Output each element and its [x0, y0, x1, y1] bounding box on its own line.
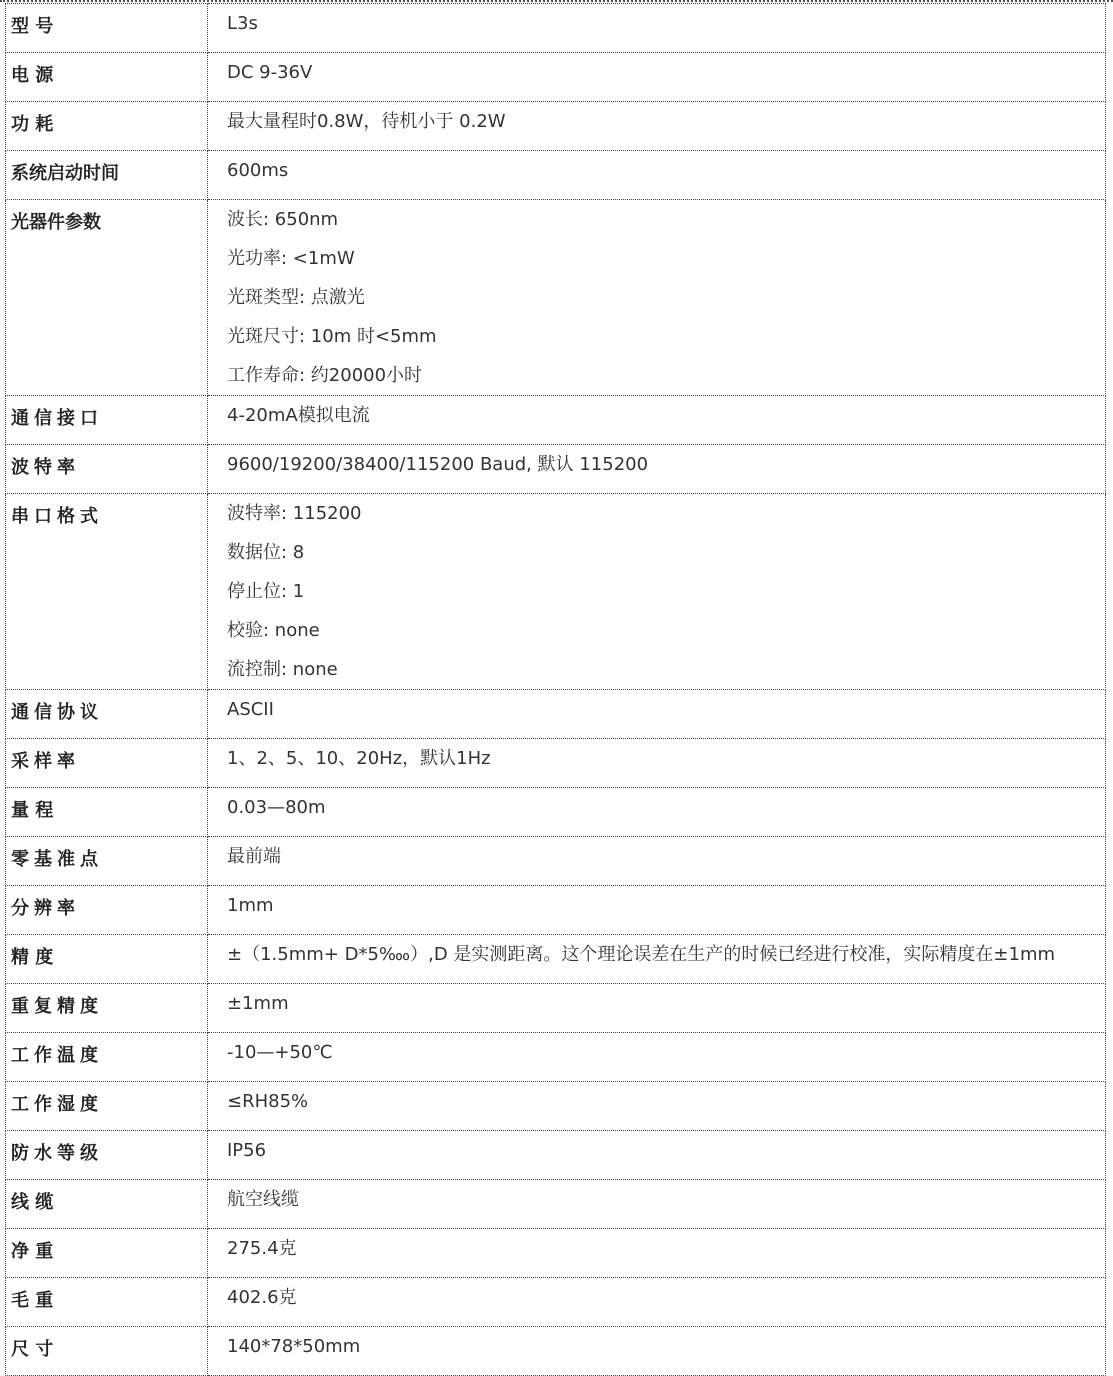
- value-line: 光斑类型: 点激光: [227, 287, 365, 308]
- row-label: [6, 1278, 208, 1327]
- label-text: 工作湿度: [11, 1094, 103, 1115]
- value-line: 最大量程时0.8W，待机小于 0.2W: [227, 111, 506, 132]
- table-row: [6, 151, 1106, 200]
- table-row: [6, 494, 1106, 690]
- label-text: 精 度: [11, 947, 54, 968]
- row-label: [6, 1033, 208, 1082]
- table-row: [6, 102, 1106, 151]
- table-row: [6, 445, 1106, 494]
- label-text: 重复精度: [11, 996, 103, 1017]
- row-value: [208, 396, 1106, 445]
- table-row: [6, 4, 1106, 53]
- value-line: 波特率: 115200: [227, 503, 362, 524]
- row-label: [6, 1180, 208, 1229]
- row-label: [6, 886, 208, 935]
- label-text: 系统启动时间: [11, 163, 119, 184]
- row-value: [208, 1327, 1106, 1376]
- row-label: [6, 984, 208, 1033]
- row-value: [208, 445, 1106, 494]
- row-label: [6, 1131, 208, 1180]
- table-row: [6, 886, 1106, 935]
- label-text: 毛 重: [11, 1290, 54, 1311]
- row-value: [208, 739, 1106, 788]
- value-line: 9600/19200/38400/115200 Baud, 默认 115200: [227, 454, 649, 475]
- label-text: 尺 寸: [11, 1339, 54, 1360]
- row-value: [208, 494, 1106, 690]
- table-row: [6, 200, 1106, 396]
- label-text: 工作温度: [11, 1045, 103, 1066]
- row-value: [208, 690, 1106, 739]
- label-text: 线 缆: [11, 1192, 54, 1213]
- table-row: [6, 396, 1106, 445]
- row-value: [208, 788, 1106, 837]
- value-line: ±（1.5mm+ D*5‱）,D 是实测距离。这个理论误差在生产的时候已经进行校准，实际精度在±1mm: [227, 944, 1056, 965]
- table-row: [6, 984, 1106, 1033]
- value-line: 4-20mA模拟电流: [227, 405, 370, 426]
- label-text: 通信协议: [11, 702, 103, 723]
- value-line: 停止位: 1: [227, 581, 305, 602]
- table-row: [6, 53, 1106, 102]
- label-text: 功 耗: [11, 114, 54, 135]
- label-text: 分辨率: [11, 898, 80, 919]
- row-label: [6, 1327, 208, 1376]
- value-line: 校验: none: [227, 620, 320, 641]
- row-label: [6, 837, 208, 886]
- row-value: [208, 1082, 1106, 1131]
- value-line: 0.03—80m: [227, 797, 326, 818]
- value-line: 275.4克: [227, 1238, 297, 1259]
- value-line: ASCII: [227, 699, 274, 720]
- value-line: 402.6克: [227, 1287, 297, 1308]
- label-text: 波特率: [11, 457, 80, 478]
- value-line: IP56: [227, 1140, 267, 1161]
- value-line: 1、2、5、10、20Hz，默认1Hz: [227, 748, 491, 769]
- row-label: [6, 151, 208, 200]
- table-row: [6, 1082, 1106, 1131]
- label-text: 防水等级: [11, 1143, 103, 1164]
- label-text: 通信接口: [11, 408, 103, 429]
- table-row: [6, 788, 1106, 837]
- table-row: [6, 837, 1106, 886]
- label-text: 光器件参数: [11, 212, 101, 233]
- table-row: [6, 1229, 1106, 1278]
- row-label: [6, 788, 208, 837]
- table-row: [6, 1131, 1106, 1180]
- value-line: DC 9-36V: [227, 62, 313, 83]
- value-line: -10—+50℃: [227, 1042, 333, 1063]
- value-line: 1mm: [227, 895, 274, 916]
- label-text: 电 源: [11, 65, 54, 86]
- row-value: [208, 200, 1106, 396]
- row-label: [6, 690, 208, 739]
- row-label: [6, 53, 208, 102]
- row-label: [6, 102, 208, 151]
- label-text: 型 号: [11, 16, 54, 37]
- label-text: 串口格式: [11, 506, 103, 527]
- table-row: [6, 690, 1106, 739]
- row-label: [6, 739, 208, 788]
- row-value: [208, 1229, 1106, 1278]
- value-line: 工作寿命: 约20000小时: [227, 365, 423, 386]
- row-label: [6, 935, 208, 984]
- value-line: 最前端: [227, 846, 281, 867]
- value-line: ≤RH85%: [227, 1091, 309, 1112]
- row-value: [208, 4, 1106, 53]
- value-line: 波长: 650nm: [227, 209, 339, 230]
- row-value: [208, 837, 1106, 886]
- table-row: [6, 935, 1106, 984]
- label-text: 净 重: [11, 1241, 54, 1262]
- label-text: 零基准点: [11, 849, 103, 870]
- value-line: 流控制: none: [227, 659, 338, 680]
- row-label: [6, 200, 208, 396]
- table-row: [6, 1180, 1106, 1229]
- table-row: [6, 739, 1106, 788]
- row-label: [6, 4, 208, 53]
- value-line: 航空线缆: [227, 1189, 299, 1210]
- table-row: [6, 1033, 1106, 1082]
- row-value: [208, 1131, 1106, 1180]
- row-value: [208, 886, 1106, 935]
- row-label: [6, 1229, 208, 1278]
- value-line: 光斑尺寸: 10m 时<5mm: [227, 326, 437, 347]
- row-label: [6, 445, 208, 494]
- row-value: [208, 151, 1106, 200]
- label-text: 量 程: [11, 800, 54, 821]
- row-label: [6, 494, 208, 690]
- row-value: [208, 1278, 1106, 1327]
- table-row: [6, 1278, 1106, 1327]
- value-line: ±1mm: [227, 993, 289, 1014]
- table-row: [6, 1327, 1106, 1376]
- row-value: [208, 935, 1106, 984]
- value-line: 600ms: [227, 160, 289, 181]
- spec-table: [5, 3, 1106, 1376]
- row-value: [208, 984, 1106, 1033]
- row-label: [6, 396, 208, 445]
- value-line: 光功率: <1mW: [227, 248, 355, 269]
- row-value: [208, 1033, 1106, 1082]
- value-line: L3s: [227, 13, 258, 34]
- label-text: 采样率: [11, 751, 80, 772]
- row-value: [208, 1180, 1106, 1229]
- row-value: [208, 53, 1106, 102]
- row-label: [6, 1082, 208, 1131]
- value-line: 数据位: 8: [227, 542, 305, 563]
- row-value: [208, 102, 1106, 151]
- value-line: 140*78*50mm: [227, 1336, 361, 1357]
